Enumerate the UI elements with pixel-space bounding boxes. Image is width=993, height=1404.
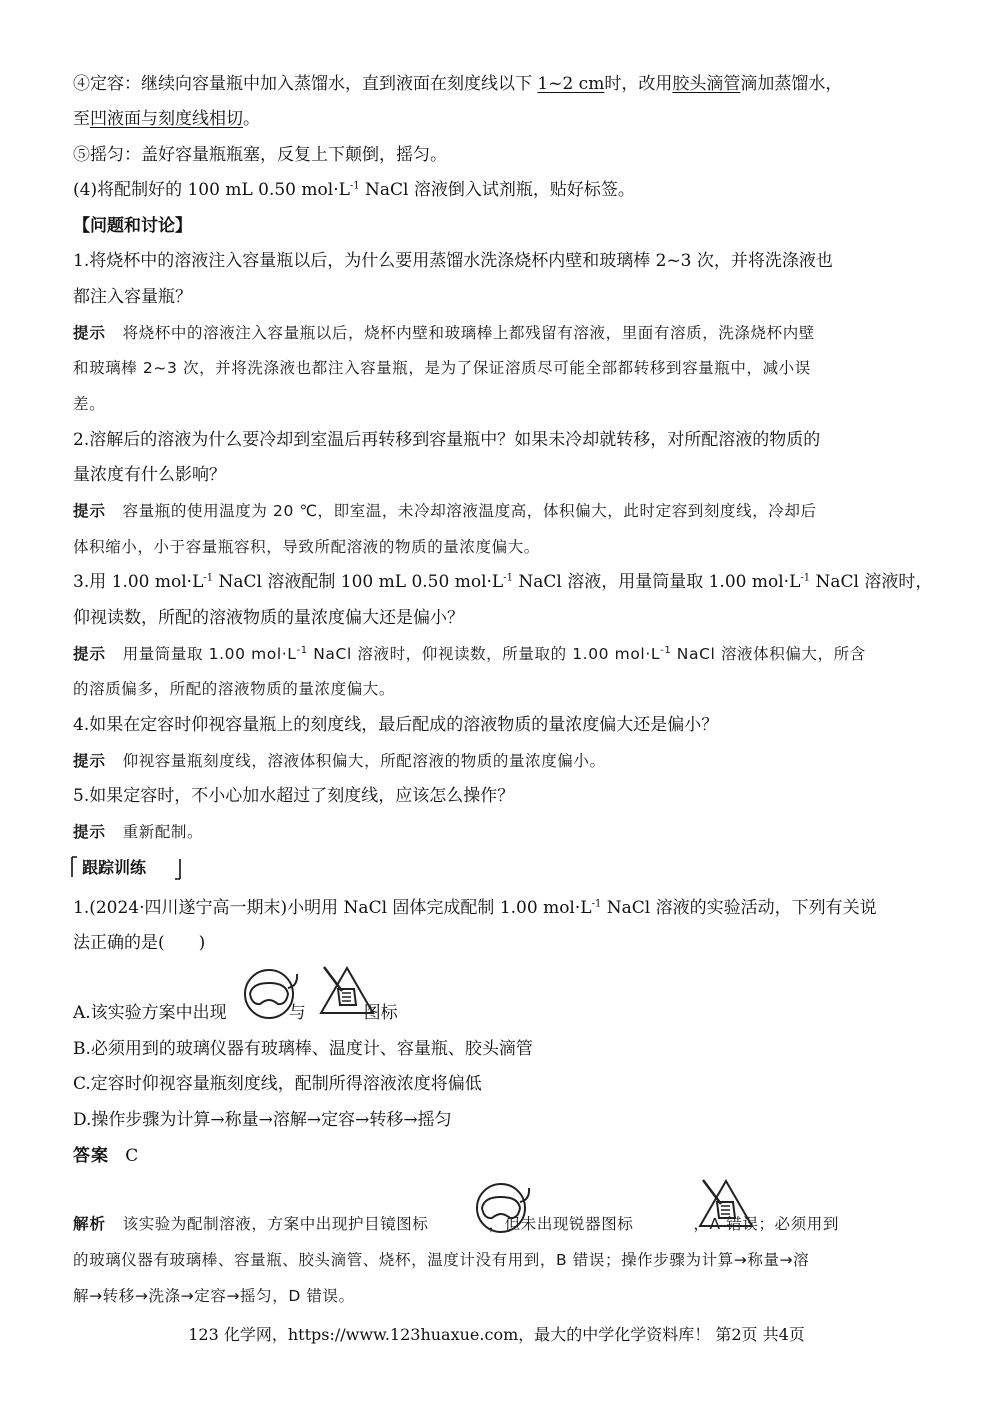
step4-l2-prefix: 至 <box>73 109 90 129</box>
analysis-label: 解析 <box>73 1215 107 1233</box>
option-b: B.必须用到的玻璃仪器有玻璃棒、温度计、容量瓶、胶头滴管 <box>73 1039 533 1059</box>
sup: -1 <box>591 898 602 910</box>
question-3-line1 <box>73 571 932 593</box>
option-c: C.定容时仰视容量瓶刻度线，配制所得溶液浓度将偏低 <box>73 1074 482 1094</box>
sup: -1 <box>800 572 811 584</box>
hint-label: 提示 <box>73 645 107 663</box>
page-footer: 123 化学网，https://www.123huaxue.com，最大的中学化学资料库！ 第2页 共4页 <box>188 1325 805 1344</box>
q3-c: NaCl 溶液，用量筒量取 1.00 mol·L <box>512 572 801 592</box>
analysis-line2: 的玻璃仪器有玻璃棒、容量瓶、胶头滴管、烧杯，温度计没有用到，B 错误；操作步骤为计算→称量→溶 <box>73 1251 810 1269</box>
question-2-line1: 2.溶解后的溶液为什么要冷却到室温后再转移到容量瓶中？如果未冷却就转移，对所配溶液的物质的 <box>73 430 821 450</box>
hint-label: 提示 <box>73 752 107 770</box>
step4-line1 <box>73 73 842 95</box>
answer <box>73 1145 138 1167</box>
hint-2-text: 容量瓶的使用温度为 20 ℃，即室温，未冷却溶液温度高，体积偏大，此时定容到刻度线，冷却后 <box>122 502 817 520</box>
question-5: 5.如果定容时，不小心加水超过了刻度线，应该怎么操作？ <box>73 786 515 806</box>
discussion-heading: 【问题和讨论】 <box>73 216 192 236</box>
sharp-object-icon <box>318 965 376 1017</box>
option-a-c: 图标 <box>363 1003 398 1023</box>
option-a-b: 与 <box>288 1003 306 1023</box>
hint-label: 提示 <box>73 324 107 342</box>
goggles-icon <box>242 966 300 1022</box>
hint-3-line1 <box>73 643 866 665</box>
h3-c: NaCl 溶液体积偏大，所含 <box>671 645 866 663</box>
question-1-line1: 1.将烧杯中的溶液注入容量瓶以后，为什么要用蒸馏水洗涤烧杯内壁和玻璃棒 2~3 次，并将洗涤液也 <box>73 251 833 271</box>
hint-label: 提示 <box>73 502 107 520</box>
step-final <box>73 179 635 201</box>
sup: -1 <box>296 644 308 656</box>
h3-b: NaCl 溶液时，仰视读数，所量取的 1.00 mol·L <box>307 645 661 663</box>
hint-5-text: 重新配制。 <box>122 823 204 841</box>
h3-a: 用量筒量取 1.00 mol·L <box>122 645 297 663</box>
hint-1-line3: 差。 <box>73 395 106 413</box>
analysis-line3: 解→转移→洗涤→定容→摇匀，D 错误。 <box>73 1287 355 1305</box>
step-final-a: (4)将配制好的 100 mL 0.50 mol·L <box>73 180 350 200</box>
q3-d: NaCl 溶液时， <box>810 572 933 592</box>
sup: -1 <box>660 644 672 656</box>
option-a-a: A.该实验方案中出现 <box>73 1003 227 1023</box>
ex1-b: NaCl 溶液的实验活动，下列有关说 <box>601 898 877 918</box>
hint-2-line2: 体积缩小，小于容量瓶容积，导致所配溶液的物质的量浓度偏大。 <box>73 538 540 556</box>
analysis-b: ，但未出现锐器图标 <box>488 1215 634 1233</box>
question-2-line2: 量浓度有什么影响？ <box>73 465 226 485</box>
step4-text: ④定容：继续向容量瓶中加入蒸馏水，直到液面在刻度线以下 <box>73 74 532 94</box>
question-4: 4.如果在定容时仰视容量瓶上的刻度线，最后配成的溶液物质的量浓度偏大还是偏小？ <box>73 715 719 735</box>
step4-l2-suffix: 。 <box>243 109 260 129</box>
sup: -1 <box>203 572 214 584</box>
step4-mid: 时，改用 <box>604 74 673 94</box>
hint-1-text: 将烧杯中的溶液注入容量瓶以后，烧杯内壁和玻璃棒上都残留有溶液，里面有溶质，洗涤烧杯内壁 <box>122 324 815 342</box>
option-d: D.操作步骤为计算→称量→溶解→定容→转移→摇匀 <box>73 1110 452 1130</box>
question-3-line2: 仰视读数，所配的溶液物质的量浓度偏大还是偏小？ <box>73 608 464 628</box>
hint-4 <box>73 750 606 772</box>
hint-1-line2: 和玻璃棒 2~3 次，并将洗涤液也都注入容量瓶，是为了保证溶质尽可能全部都转移到容量瓶中，减小误 <box>73 359 811 377</box>
step4-suffix: 滴加蒸馏水， <box>740 74 843 94</box>
training-heading-text: 跟踪训练 <box>82 858 147 877</box>
exercise-1-line2: 法正确的是( ) <box>73 933 206 953</box>
hint-3-line2: 的溶质偏多，所配的溶液物质的量浓度偏大。 <box>73 680 396 698</box>
ex1-a: 1.(2024·四川遂宁高一期末)小明用 NaCl 固体完成配制 1.00 mol·L <box>73 898 592 918</box>
q3-b: NaCl 溶液配制 100 mL 0.50 mol·L <box>213 572 504 592</box>
sup: -1 <box>503 572 513 584</box>
step4-tool: 胶头滴管 <box>672 74 741 94</box>
hint-1-line1 <box>73 322 815 344</box>
step4-range: 1~2 cm <box>537 74 605 94</box>
hint-4-text: 仰视容量瓶刻度线，溶液体积偏大，所配溶液的物质的量浓度偏小。 <box>122 752 606 770</box>
goggles-icon <box>474 1180 532 1236</box>
answer-label: 答案 <box>73 1146 109 1166</box>
sup: -1 <box>349 180 360 192</box>
analysis-a: 该实验为配制溶液，方案中出现护目镜图标 <box>122 1215 429 1233</box>
answer-value: C <box>125 1146 139 1166</box>
step-final-b: NaCl 溶液倒入试剂瓶，贴好标签。 <box>359 180 635 200</box>
question-1-line2: 都注入容量瓶？ <box>73 287 192 307</box>
step4-line2 <box>73 108 260 130</box>
exercise-1-line1 <box>73 897 877 919</box>
sharp-object-icon <box>697 1178 755 1230</box>
step4-l2-underlined: 凹液面与刻度线相切 <box>90 109 243 129</box>
q3-a: 3.用 1.00 mol·L <box>73 572 204 592</box>
step5: ⑤摇匀：盖好容量瓶瓶塞，反复上下颠倒，摇匀。 <box>73 145 447 165</box>
hint-2-line1 <box>73 500 817 522</box>
analysis-c: ，A 错误；必须用到 <box>693 1215 839 1233</box>
hint-label: 提示 <box>73 823 107 841</box>
hint-5 <box>73 821 203 843</box>
